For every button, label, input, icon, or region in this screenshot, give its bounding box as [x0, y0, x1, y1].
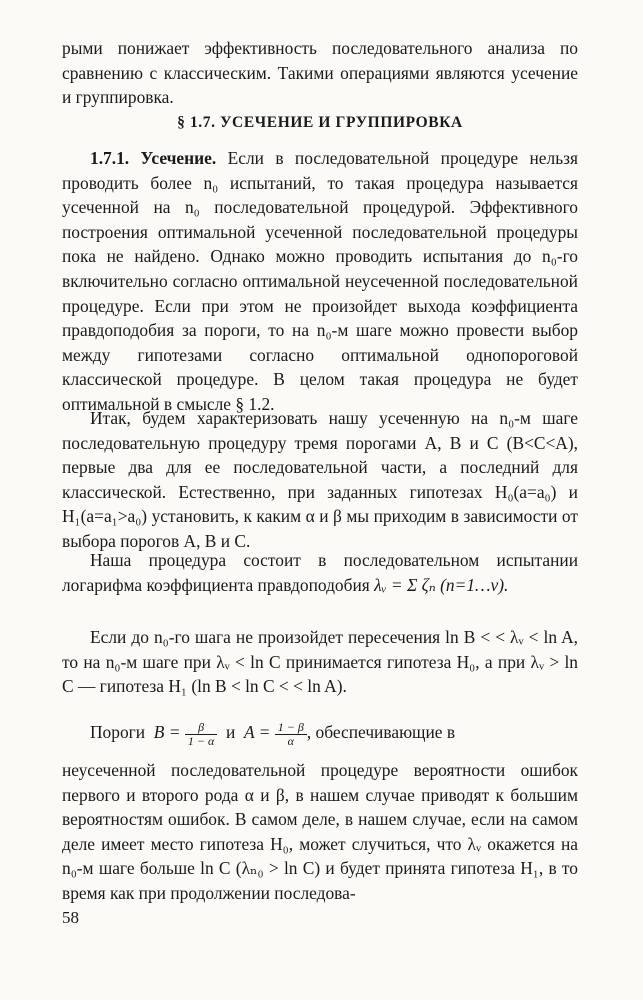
thresholds-tail: , обеспечивающие в [306, 722, 456, 742]
threshold-a-denominator: α [287, 733, 294, 748]
threshold-a-label: A = [244, 722, 271, 742]
paragraph-continuation: рыми понижает эффективность последовательного анализа по сравнению с классическим. Такими операциями являются усечение и группировка. [62, 38, 578, 108]
page-number: 58 [62, 908, 79, 927]
paragraph-thresholds: Итак, будем характеризовать нашу усеченную на n₀-м шаге последовательную процедуру тремя порогами A, B и C (B<C<A), первые два для ее последовательной части, а последний для классической. Естественно, при заданных гипотезах H₀(a=a₀) и H₁(a=a₁>a₀) установить, к каким α и β мы приходим в зависимости от выбора порогов A, B и C. [62, 408, 578, 551]
log-likelihood-formula: λᵥ = Σ ζₙ (n=1…ν). [374, 574, 509, 595]
threshold-b-numerator: β [185, 721, 217, 735]
paragraph-truncation [62, 146, 578, 417]
threshold-a-numerator: 1 − β [275, 721, 307, 735]
paragraph-error-probabilities: неусеченной последовательной процедуре вероятности ошибок первого и второго рода α и β, в нашем случае приводят к большим вероятностям ошибок. В самом деле, в нашем случае, если на самом деле имеет место гипотеза H₀, может случиться, что λᵥ окажется на n₀-м шаге больше ln C (λₙ₀ > ln C) и будет принята гипотеза H₁, в то время как при продолжении последова- [62, 760, 578, 903]
thresholds-and: и [225, 722, 236, 742]
paragraph-truncation-body: Если в последовательной процедуре нельзя проводить более n₀ испытаний, то такая процедура называется усеченной на n₀ последовательной процедурой. Эффективного построения оптимальной усеченной последовательной процедуры пока не найдено. Однако можно проводить испытания до n₀-го включительно согласно оптимальной неусеченной последовательной процедуре. Если при этом не произойдет выхода коэффициента правдоподобия за пороги, то на n₀-м шаге можно провести выбор между гипотезами согласно оптимальной однопороговой классической процедуре. В целом такая процедура не будет оптимальной в смысле § 1.2. [62, 148, 578, 414]
paragraph-threshold-formulas [62, 720, 578, 748]
paragraph-procedure-text: Наша процедура состоит в последовательном испытании логарифма коэффициента правдоподобия [62, 550, 578, 595]
threshold-b-denominator: 1 − α [187, 733, 215, 748]
paragraph-procedure [62, 548, 578, 597]
threshold-a-fraction [275, 721, 307, 748]
threshold-b-fraction [185, 721, 217, 748]
subsection-title: 1.7.1. Усечение. [90, 148, 217, 168]
paragraph-decision-rule: Если до n₀-го шага не произойдет пересечения ln B < < λᵥ < ln A, то на n₀-м шаге при λᵥ < ln C принимается гипотеза H₀, а при λᵥ > ln C — гипотеза H₁ (ln B < ln C < < ln A). [62, 627, 578, 697]
threshold-b-label: B = [153, 722, 181, 742]
thresholds-lead: Пороги [90, 722, 146, 742]
section-heading: § 1.7. УСЕЧЕНИЕ И ГРУППИРОВКА [177, 114, 463, 131]
